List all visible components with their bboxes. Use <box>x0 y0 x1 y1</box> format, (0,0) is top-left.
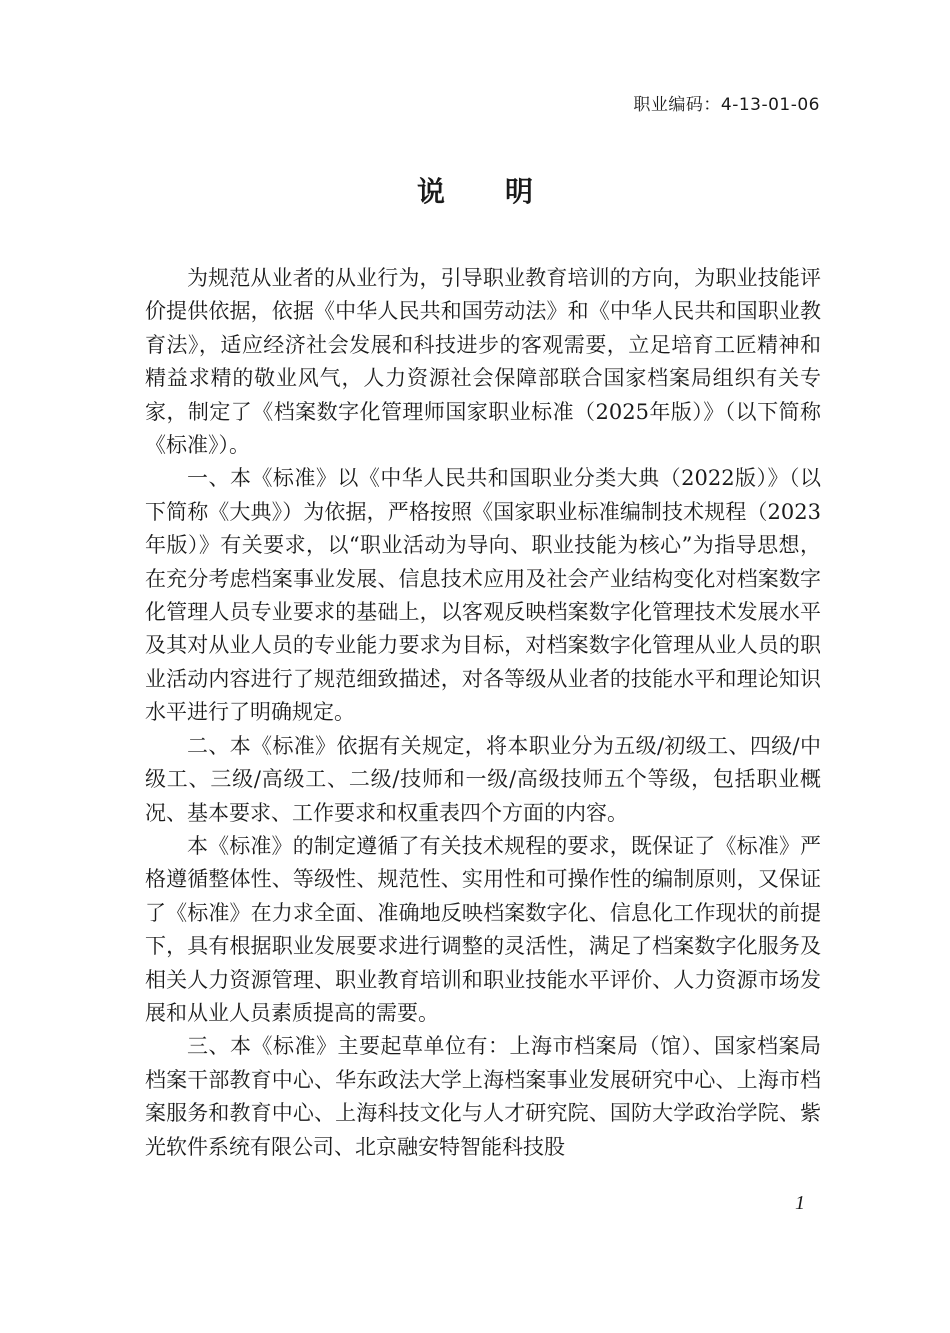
paragraph: 一、本《标准》以《中华人民共和国职业分类大典（2022版）》（以下简称《大典》）为依据，严格按照《国家职业标准编制技术规程（2023年版）》有关要求，以“职业活动为导向、职业技能为核心”为指导思想，在充分考虑档案事业发展、信息技术应用及社会产业结构变化对档案数字化管理人员专业要求的基础上，以客观反映档案数字化管理技术发展水平及其对从业人员的专业能力要求为目标，对档案数字化管理从业人员的职业活动内容进行了规范细致描述，对各等级从业者的技能水平和理论知识水平进行了明确规定。 <box>145 466 821 725</box>
paragraph: 本《标准》的制定遵循了有关技术规程的要求，既保证了《标准》严格遵循整体性、等级性、规范性、实用性和可操作性的编制原则，又保证了《标准》在力求全面、准确地反映档案数字化、信息化工作现状的前提下，具有根据职业发展要求进行调整的灵活性，满足了档案数字化服务及相关人力资源管理、职业教育培训和职业技能水平评价、人力资源市场发展和从业人员素质提高的需要。 <box>145 833 821 1025</box>
page-number: 1 <box>795 1192 805 1214</box>
paragraph: 三、本《标准》主要起草单位有：上海市档案局（馆）、国家档案局档案干部教育中心、华东政法大学上海档案事业发展研究中心、上海市档案服务和教育中心、上海科技文化与人才研究院、国防大学政治学院、紫光软件系统有限公司、北京融安特智能科技股 <box>145 1034 821 1159</box>
job-code: 职业编码：4-13-01-06 <box>633 95 820 115</box>
paragraph: 为规范从业者的从业行为，引导职业教育培训的方向，为职业技能评价提供依据，依据《中华人民共和国劳动法》和《中华人民共和国职业教育法》，适应经济社会发展和科技进步的客观需要，立足培育工匠精神和精益求精的敬业风气，人力资源社会保障部联合国家档案局组织有关专家，制定了《档案数字化管理师国家职业标准（2025年版）》（以下简称《标准》）。 <box>145 266 821 458</box>
page-title: 说明 <box>416 175 593 208</box>
document-body <box>145 262 821 1164</box>
paragraph: 二、本《标准》依据有关规定，将本职业分为五级/初级工、四级/中级工、三级/高级工、二级/技师和一级/高级技师五个等级，包括职业概况、基本要求、工作要求和权重表四个方面的内容。 <box>145 733 821 825</box>
